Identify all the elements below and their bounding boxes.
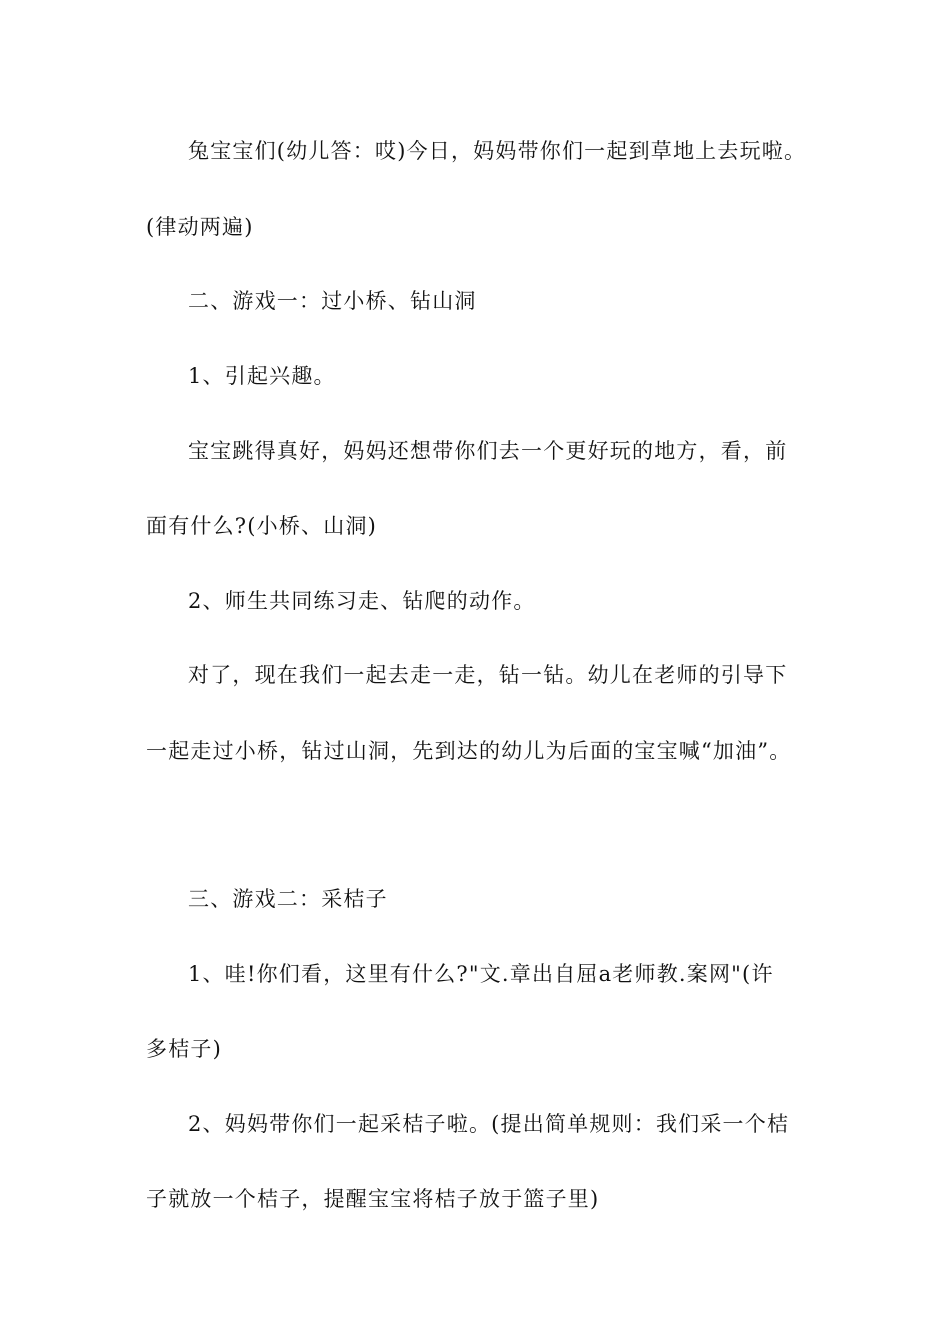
paragraph-line: 兔宝宝们(幼儿答：哎)今日，妈妈带你们一起到草地上去玩啦。: [188, 139, 807, 163]
paragraph-line: 面有什么?(小桥、山洞): [146, 514, 378, 538]
list-item: 2、妈妈带你们一起采桔子啦。(提出简单规则：我们采一个桔: [188, 1112, 790, 1136]
list-item: 1、哇!你们看，这里有什么?"文.章出自屈a老师教.案网"(许: [188, 962, 774, 986]
paragraph-line: (律动两遍): [146, 215, 254, 239]
paragraph-line: 一起走过小桥，钻过山洞，先到达的幼儿为后面的宝宝喊“加油”。: [146, 739, 792, 763]
section-heading: 二、游戏一：过小桥、钻山洞: [188, 289, 477, 313]
section-heading: 三、游戏二：采桔子: [188, 887, 388, 911]
paragraph-line: 宝宝跳得真好，妈妈还想带你们去一个更好玩的地方，看，前: [188, 439, 788, 463]
paragraph-line: 子就放一个桔子，提醒宝宝将桔子放于篮子里): [146, 1187, 600, 1211]
paragraph-line: 多桔子): [146, 1037, 222, 1061]
list-item: 2、师生共同练习走、钻爬的动作。: [188, 589, 536, 613]
paragraph-line: 对了，现在我们一起去走一走，钻一钻。幼儿在老师的引导下: [188, 663, 788, 687]
list-item: 1、引起兴趣。: [188, 364, 336, 388]
